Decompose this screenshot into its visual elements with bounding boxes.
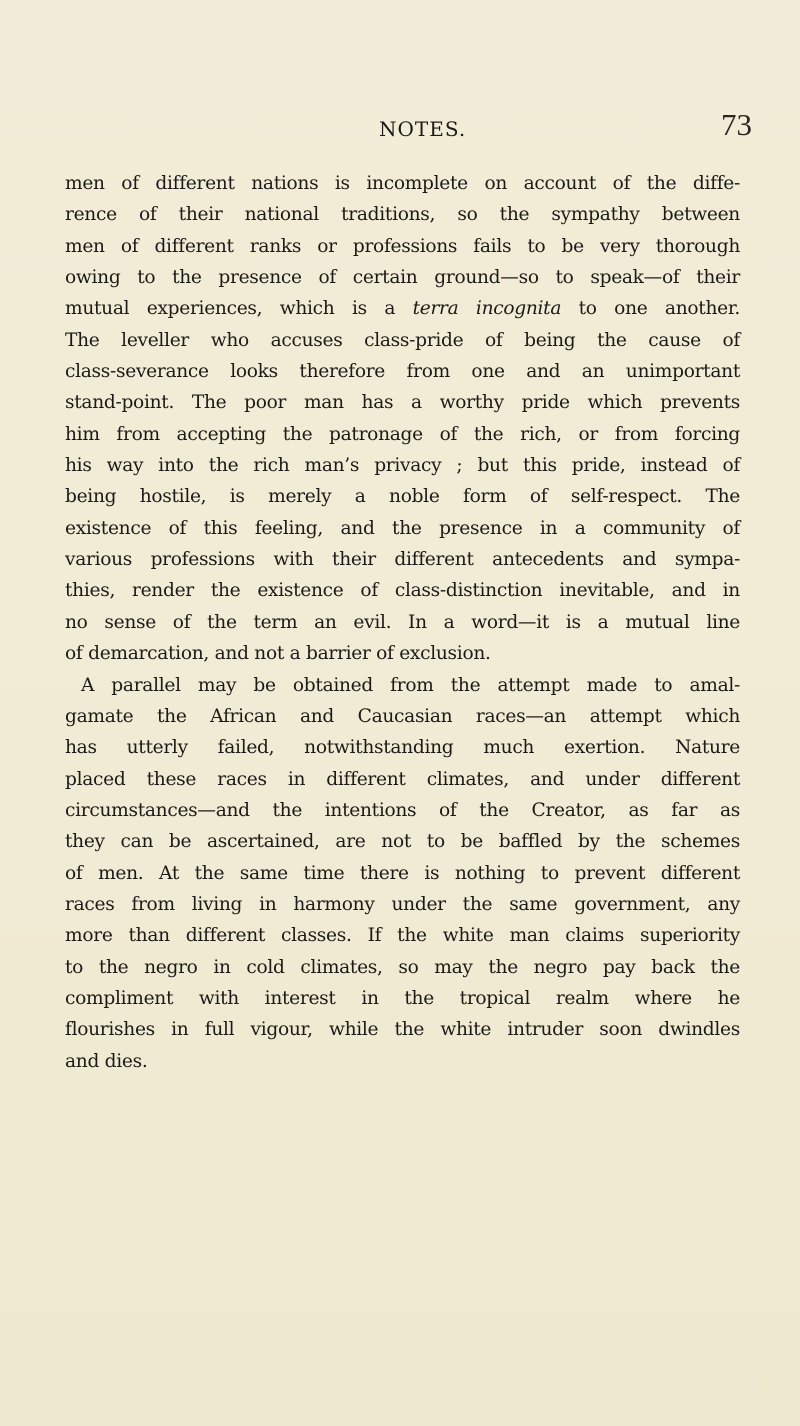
text-line: men of different nations is incomplete on account of the diffe- xyxy=(65,173,740,194)
text-line: being hostile, is merely a noble form of self-respect. The xyxy=(65,486,740,508)
text-line: owing to the presence of certain ground—so to speak—of their xyxy=(65,267,740,289)
text-line: rence of their national traditions, so the sympathy between xyxy=(65,204,740,226)
text-line: no sense of the term an evil. In a word—it is a mutual line xyxy=(65,611,740,633)
text-segment: mutual experiences, which is a xyxy=(65,298,413,320)
running-head-title: NOTES. xyxy=(379,117,467,141)
text-line: existence of this feeling, and the presence in a community of xyxy=(65,517,740,539)
text-line: A parallel may be obtained from the attempt made to amal- xyxy=(81,674,740,696)
body-text xyxy=(65,168,740,1077)
text-line: men of different ranks or professions fails to be very thorough xyxy=(65,235,740,257)
paragraph-2-body xyxy=(65,701,740,1077)
text-line: him from accepting the patronage of the rich, or from forcing xyxy=(65,423,740,445)
text-line: placed these races in different climates, and under different xyxy=(65,768,740,790)
running-head xyxy=(0,107,800,153)
text-line: more than different classes. If the white man claims superiority xyxy=(65,925,740,947)
text-line: of men. At the same time there is nothing to prevent different xyxy=(65,862,740,884)
text-line xyxy=(65,293,740,324)
text-segment: to one another. xyxy=(561,298,740,320)
text-line: they can be ascertained, are not to be baffled by the schemes xyxy=(65,831,740,853)
paragraph-1 xyxy=(65,168,740,670)
text-line: gamate the African and Caucasian races—an attempt which xyxy=(65,705,740,727)
text-line: his way into the rich man’s privacy ; but this pride, instead of xyxy=(65,455,740,477)
text-line: various professions with their different antecedents and sympa- xyxy=(65,549,740,571)
text-line: The leveller who accuses class-pride of being the cause of xyxy=(65,329,740,351)
text-line: flourishes in full vigour, while the white intruder soon dwindles xyxy=(65,1019,740,1041)
text-line: and dies. xyxy=(65,1050,148,1072)
page-number: 73 xyxy=(721,107,752,142)
text-line: races from living in harmony under the same government, any xyxy=(65,893,740,915)
italic-phrase: terra incognita xyxy=(412,298,562,320)
text-line: has utterly failed, notwithstanding much exertion. Nature xyxy=(65,737,740,759)
text-line: thies, render the existence of class-distinction inevitable, and in xyxy=(65,580,740,602)
text-line: to the negro in cold climates, so may the negro pay back the xyxy=(65,956,740,978)
text-line: compliment with interest in the tropical realm where he xyxy=(65,987,740,1009)
text-line: class-severance looks therefore from one and an unimportant xyxy=(65,361,740,383)
paragraph-2 xyxy=(65,670,740,701)
text-line: stand-point. The poor man has a worthy pride which prevents xyxy=(65,392,740,414)
text-line: of demarcation, and not a barrier of exclusion. xyxy=(65,643,491,665)
text-line: circumstances—and the intentions of the Creator, as far as xyxy=(65,799,740,821)
